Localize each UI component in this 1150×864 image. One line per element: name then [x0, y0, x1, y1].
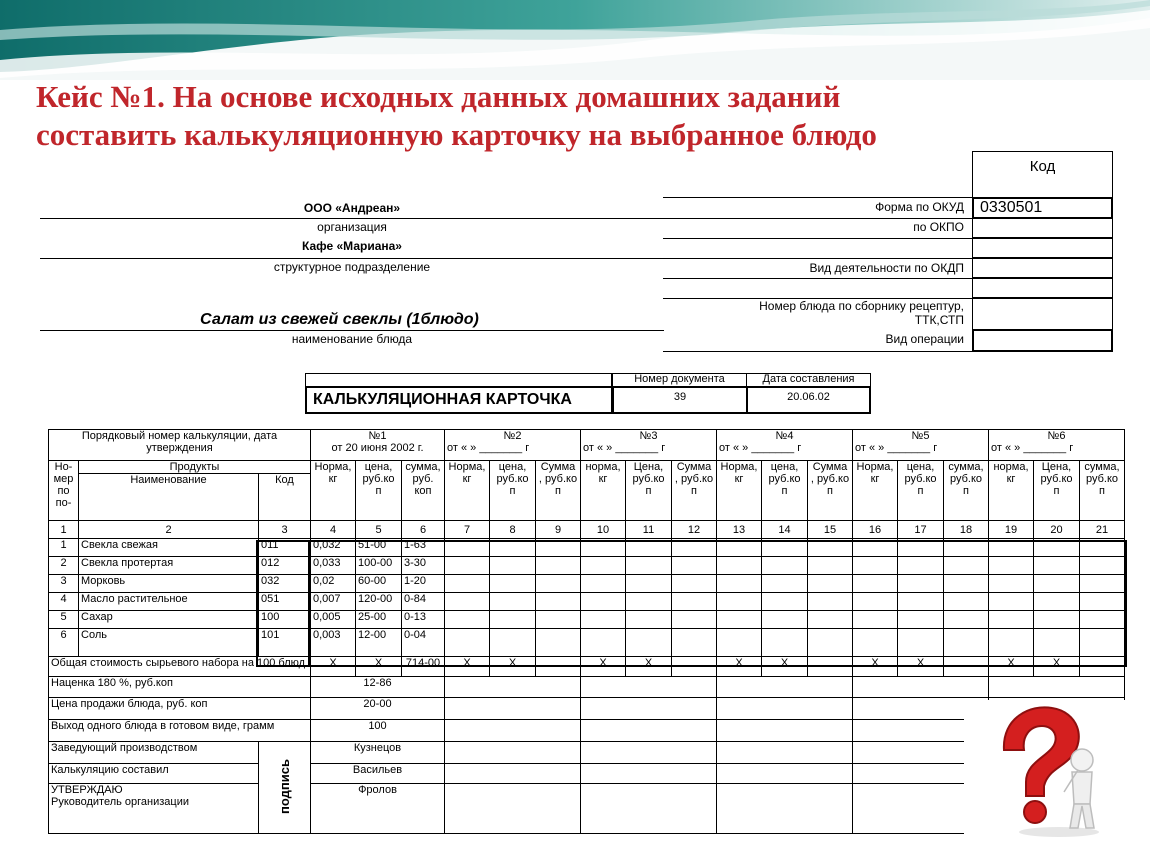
product-norm: 0,003: [311, 629, 356, 657]
empty-cell: [672, 539, 717, 557]
empty-cell: [672, 557, 717, 575]
empty-cell: [1080, 557, 1125, 575]
sale-price-label: Цена продажи блюда, руб. коп: [49, 698, 311, 720]
empty-cell: [989, 629, 1034, 657]
empty-cell: [672, 593, 717, 611]
empty-cell: [808, 611, 853, 629]
okpo-code-cell: [972, 218, 1113, 238]
column-number: 9: [536, 521, 581, 539]
empty-cell: [717, 575, 762, 593]
empty-cell: [445, 575, 490, 593]
column-number: 16: [853, 521, 898, 539]
total-label: Общая стоимость сырьевого набора на 100 блюд: [49, 657, 311, 677]
product-name: Свекла свежая: [79, 539, 259, 557]
calc-group-number: №4: [775, 430, 794, 442]
okpo-label: по ОКПО: [913, 220, 964, 234]
calc-group-date: от « » _______ г: [447, 442, 530, 454]
empty-cell: [944, 557, 989, 575]
product-norm: 0,033: [311, 557, 356, 575]
product-code: 012: [259, 557, 311, 575]
column-number: 6: [402, 521, 445, 539]
code-header: Код: [259, 474, 311, 521]
empty-cell: [536, 575, 581, 593]
empty-cell: [808, 629, 853, 657]
doc-number: 39: [673, 391, 687, 403]
empty-cell: [898, 611, 944, 629]
row-number: 3: [49, 575, 79, 593]
sub-header-5: цена, руб.ко п: [490, 461, 536, 521]
product-sum: 0-13: [402, 611, 445, 629]
table-row: [49, 539, 1125, 557]
empty-cell: [853, 629, 898, 657]
product-name: Свекла протертая: [79, 557, 259, 575]
empty-cell: [898, 629, 944, 657]
empty-cell: [536, 657, 581, 677]
x-mark: X: [356, 657, 402, 677]
empty-cell: [944, 539, 989, 557]
product-norm: 0,02: [311, 575, 356, 593]
product-price: 51-00: [356, 539, 402, 557]
empty-cell: [989, 575, 1034, 593]
empty-cell: [989, 611, 1034, 629]
empty-cell: [808, 593, 853, 611]
row-number: 6: [49, 629, 79, 657]
empty-cell: [989, 557, 1034, 575]
empty-cell: [1080, 611, 1125, 629]
empty-cell: [1080, 575, 1125, 593]
column-number: 3: [259, 521, 311, 539]
empty-cell: [626, 611, 672, 629]
product-sum: 0-84: [402, 593, 445, 611]
header-wave-banner: [0, 0, 1150, 80]
empty-cell: [898, 557, 944, 575]
product-code: 101: [259, 629, 311, 657]
sub-header-14: цена, руб.ко п: [898, 461, 944, 521]
calc-group-5: [853, 430, 989, 461]
unit-caption: структурное подразделение: [273, 260, 431, 274]
sub-header-7: норма, кг: [581, 461, 626, 521]
product-name: Сахар: [79, 611, 259, 629]
product-code: 100: [259, 611, 311, 629]
recipe-code-cell: [972, 298, 1113, 330]
product-price: 25-00: [356, 611, 402, 629]
calc-number-header: Порядковый номер калькуляции, дата утверждения: [49, 430, 311, 461]
column-number: 21: [1080, 521, 1125, 539]
table-row: [49, 593, 1125, 611]
approve-line-2: Руководитель организации: [51, 796, 190, 808]
products-header: Продукты: [79, 461, 311, 474]
product-code: 051: [259, 593, 311, 611]
empty-cell: [626, 629, 672, 657]
empty-cell: [944, 629, 989, 657]
empty-cell: [762, 575, 808, 593]
manager-label: Заведующий производством: [49, 742, 259, 764]
empty-cell: [808, 657, 853, 677]
product-rows: [49, 539, 1125, 657]
product-name: Соль: [79, 629, 259, 657]
empty-cell: [626, 575, 672, 593]
slide-title-line-2: составить калькуляционную карточку на выбранное блюдо: [36, 117, 877, 152]
table-row: [49, 629, 1125, 657]
sub-header-15: сумма, руб.ко п: [944, 461, 989, 521]
empty-cell: [853, 575, 898, 593]
empty-cell: [581, 593, 626, 611]
column-number: 7: [445, 521, 490, 539]
dish-caption: наименование блюда: [291, 332, 413, 346]
empty-cell: [762, 593, 808, 611]
empty-cell: [717, 593, 762, 611]
row-number: 2: [49, 557, 79, 575]
empty-cell: [536, 629, 581, 657]
column-number: 1: [49, 521, 79, 539]
compiler-label: Калькуляцию составил: [49, 764, 259, 784]
empty-cell: [717, 629, 762, 657]
column-numbers-row: [49, 521, 1125, 539]
calc-group-date: от « » _______ г: [991, 442, 1074, 454]
empty-cell: [490, 593, 536, 611]
table-row: [49, 575, 1125, 593]
product-sum: 0-04: [402, 629, 445, 657]
product-code: 011: [259, 539, 311, 557]
approval-label: [49, 784, 259, 834]
manager-name: Кузнецов: [311, 742, 445, 764]
sub-header-3: сумма, руб. коп: [402, 461, 445, 521]
product-sum: 1-63: [402, 539, 445, 557]
sub-header-11: цена, руб.ко п: [762, 461, 808, 521]
empty-cell: [853, 539, 898, 557]
column-number: 10: [581, 521, 626, 539]
empty-cell: [989, 539, 1034, 557]
empty-cell: [944, 593, 989, 611]
okdp-code-cell: [972, 258, 1113, 278]
empty-cell: [581, 575, 626, 593]
calc-group-number: №6: [1047, 430, 1066, 442]
empty-cell: [808, 539, 853, 557]
empty-cell: [1034, 539, 1080, 557]
empty-cell: [853, 557, 898, 575]
empty-cell: [445, 557, 490, 575]
director-name: Фролов: [311, 784, 445, 834]
row-number-header: Но-мер по по-: [49, 461, 79, 521]
calc-group-number: №2: [503, 430, 522, 442]
x-mark: X: [762, 657, 808, 677]
empty-cell: [672, 629, 717, 657]
column-number: 12: [672, 521, 717, 539]
empty-cell: [1034, 575, 1080, 593]
total-sum: 714-00: [402, 657, 445, 677]
unit-value: Кафе «Мариана»: [302, 239, 402, 253]
empty-cell: [626, 557, 672, 575]
empty-cell: [626, 593, 672, 611]
sub-header-10: Норма, кг: [717, 461, 762, 521]
sub-header-6: Сумма , руб.ко п: [536, 461, 581, 521]
table-row: [49, 557, 1125, 575]
product-sum: 3-30: [402, 557, 445, 575]
column-number: 2: [79, 521, 259, 539]
row-number: 4: [49, 593, 79, 611]
product-name: Масло растительное: [79, 593, 259, 611]
product-price: 120-00: [356, 593, 402, 611]
recipe-label-2: ТТК,СТП: [914, 313, 964, 327]
empty-cell: [762, 557, 808, 575]
column-number: 5: [356, 521, 402, 539]
empty-cell: [898, 539, 944, 557]
x-mark: X: [626, 657, 672, 677]
x-mark: X: [445, 657, 490, 677]
calc-group-date: от « » _______ г: [583, 442, 666, 454]
empty-cell: [717, 611, 762, 629]
column-number: 8: [490, 521, 536, 539]
empty-cell: [944, 657, 989, 677]
empty-cell: [445, 539, 490, 557]
empty-cell: [944, 611, 989, 629]
empty-cell: [898, 575, 944, 593]
row-number: 5: [49, 611, 79, 629]
date-value: 20.06.02: [787, 391, 830, 403]
calc-group-number: №5: [911, 430, 930, 442]
calc-group-6: [989, 430, 1125, 461]
empty-cell: [672, 575, 717, 593]
calc-group-4: [717, 430, 853, 461]
calc-group-2: [445, 430, 581, 461]
empty-cell: [581, 611, 626, 629]
empty-cell: [490, 611, 536, 629]
column-number: 11: [626, 521, 672, 539]
empty-cell: [1034, 629, 1080, 657]
empty-cell: [989, 593, 1034, 611]
x-mark: X: [717, 657, 762, 677]
compiler-name: Васильев: [311, 764, 445, 784]
product-price: 60-00: [356, 575, 402, 593]
product-price: 100-00: [356, 557, 402, 575]
x-mark: X: [989, 657, 1034, 677]
okdp-label: Вид деятельности по ОКДП: [809, 261, 964, 275]
empty-cell: [898, 593, 944, 611]
approve-line-1: УТВЕРЖДАЮ: [51, 784, 123, 796]
organization-value: ООО «Андреан»: [303, 201, 401, 215]
sub-header-16: норма, кг: [989, 461, 1034, 521]
okud-code-value: 0330501: [980, 199, 1043, 216]
markup-label: Наценка 180 %, руб.коп: [49, 677, 311, 698]
empty-cell: [1080, 657, 1125, 677]
x-mark: X: [490, 657, 536, 677]
okud-label: Форма по ОКУД: [875, 200, 964, 214]
product-norm: 0,032: [311, 539, 356, 557]
column-number: 19: [989, 521, 1034, 539]
empty-cell: [581, 539, 626, 557]
product-name: Морковь: [79, 575, 259, 593]
sub-header-13: Норма, кг: [853, 461, 898, 521]
product-code: 032: [259, 575, 311, 593]
empty-cell: [581, 629, 626, 657]
column-number: 20: [1034, 521, 1080, 539]
empty-cell: [626, 539, 672, 557]
sub-header-1: Норма, кг: [311, 461, 356, 521]
signature-label: подпись: [276, 758, 292, 814]
empty-cell: [808, 557, 853, 575]
product-norm: 0,005: [311, 611, 356, 629]
sub-header-17: Цена, руб.ко п: [1034, 461, 1080, 521]
column-number: 4: [311, 521, 356, 539]
empty-cell: [944, 575, 989, 593]
x-mark: X: [898, 657, 944, 677]
empty-cell: [1034, 557, 1080, 575]
markup-value: 12-86: [311, 677, 445, 698]
empty-cell: [490, 557, 536, 575]
column-number: 13: [717, 521, 762, 539]
empty-cell: [1034, 593, 1080, 611]
empty-code-cell: [972, 238, 1113, 258]
row-number: 1: [49, 539, 79, 557]
question-figure-icon: [964, 700, 1126, 840]
doc-number-label: Номер документа: [634, 373, 725, 385]
empty-cell: [490, 629, 536, 657]
empty-code-cell-2: [972, 278, 1113, 298]
empty-cell: [581, 557, 626, 575]
table-row: [49, 611, 1125, 629]
empty-cell: [853, 611, 898, 629]
name-header: Наименование: [79, 474, 259, 521]
calc-group-date: от 20 июня 2002 г.: [331, 442, 424, 454]
calc-group-date: от « » _______ г: [719, 442, 802, 454]
calc-group-1: [311, 430, 445, 461]
sale-price-value: 20-00: [311, 698, 445, 720]
organization-caption: организация: [317, 220, 387, 234]
card-title: КАЛЬКУЛЯЦИОННАЯ КАРТОЧКА: [313, 391, 572, 408]
empty-cell: [762, 611, 808, 629]
product-sum: 1-20: [402, 575, 445, 593]
x-mark: X: [311, 657, 356, 677]
total-row: [49, 657, 1125, 677]
empty-cell: [672, 657, 717, 677]
column-number: 18: [944, 521, 989, 539]
empty-cell: [1080, 539, 1125, 557]
dish-value: Салат из свежей свеклы (1блюдо): [200, 311, 479, 328]
empty-cell: [808, 575, 853, 593]
empty-cell: [536, 557, 581, 575]
product-norm: 0,007: [311, 593, 356, 611]
column-number: 17: [898, 521, 944, 539]
empty-cell: [762, 539, 808, 557]
empty-cell: [445, 593, 490, 611]
empty-cell: [536, 539, 581, 557]
sub-header-12: Сумма , руб.ко п: [808, 461, 853, 521]
empty-cell: [1080, 629, 1125, 657]
empty-cell: [672, 611, 717, 629]
empty-cell: [1034, 611, 1080, 629]
markup-row: [49, 677, 1125, 698]
empty-cell: [445, 629, 490, 657]
column-number: 15: [808, 521, 853, 539]
slide-title-line-1: Кейс №1. На основе исходных данных домашних заданий: [36, 79, 841, 114]
empty-cell: [490, 575, 536, 593]
calc-group-number: №3: [639, 430, 658, 442]
x-mark: X: [581, 657, 626, 677]
calc-group-date: от « » _______ г: [855, 442, 938, 454]
x-mark: X: [853, 657, 898, 677]
yield-label: Выход одного блюда в готовом виде, грамм: [49, 720, 311, 742]
sub-header-18: сумма, руб.ко п: [1080, 461, 1125, 521]
sub-header-4: Норма, кг: [445, 461, 490, 521]
empty-cell: [717, 557, 762, 575]
recipe-label-1: Номер блюда по сборнику рецептур,: [759, 299, 964, 313]
sub-header-2: цена, руб.ко п: [356, 461, 402, 521]
column-number: 14: [762, 521, 808, 539]
empty-cell: [490, 539, 536, 557]
operation-code-cell: [972, 329, 1113, 352]
empty-cell: [445, 611, 490, 629]
operation-label: Вид операции: [885, 332, 964, 346]
empty-cell: [762, 629, 808, 657]
product-price: 12-00: [356, 629, 402, 657]
sub-header-8: Цена, руб.ко п: [626, 461, 672, 521]
code-label: Код: [1029, 158, 1056, 175]
empty-cell: [536, 593, 581, 611]
empty-cell: [1080, 593, 1125, 611]
date-label: Дата составления: [762, 373, 855, 385]
signature-cell: [259, 742, 311, 834]
empty-cell: [853, 593, 898, 611]
calc-group-3: [581, 430, 717, 461]
empty-cell: [717, 539, 762, 557]
empty-cell: [536, 611, 581, 629]
calc-group-number: №1: [368, 430, 387, 442]
yield-value: 100: [311, 720, 445, 742]
x-mark: X: [1034, 657, 1080, 677]
sub-header-9: Сумма , руб.ко п: [672, 461, 717, 521]
slide-title: [36, 78, 1126, 154]
